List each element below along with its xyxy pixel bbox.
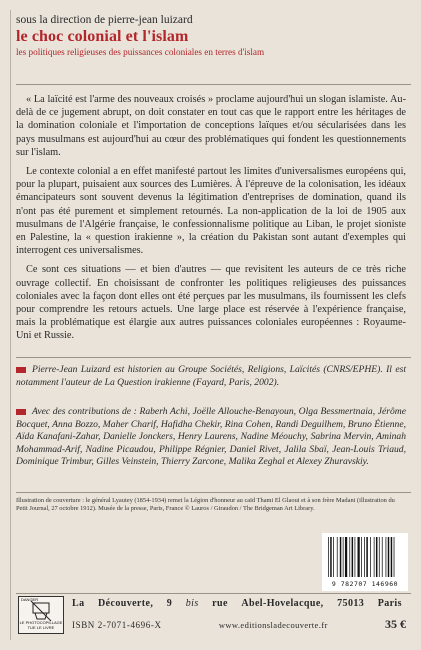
address-word: La [72, 598, 85, 609]
address-word: Abel-Hovelacque, [241, 598, 324, 609]
red-marker-icon [16, 367, 26, 373]
price: 35 € [385, 617, 406, 631]
logo-line-3: TUE LE LIVRE [27, 625, 55, 630]
notes-divider [16, 492, 411, 493]
publisher-address [72, 598, 402, 609]
cover-illustration-credit: Illustration de couverture : le général Lyautey (1854-1934) remet la Légion d'honneur au caïd Thami El Glaoui et à son frère Madani (illustration du Petit Journal, 27 octobre 1912). Musée de la presse, Paris, France © Lauros / Giraudon / The Bridgeman Art Library. [16, 497, 395, 513]
left-margin-rule [10, 10, 11, 640]
author-bio: Pierre-Jean Luizard est historien au Groupe Sociétés, Religions, Laïcités (CNRS/EPHE). Il est notamment l'auteur de La Question irakienne (Fayard, Paris, 2002). [16, 364, 406, 388]
author-note [16, 364, 406, 389]
publisher-footer [72, 617, 406, 632]
body-divider [16, 357, 411, 358]
blurb [16, 93, 406, 349]
footer-divider [16, 593, 411, 594]
book-subtitle: les politiques religieuses des puissances coloniales en terres d'islam [16, 47, 265, 57]
blurb-paragraph-3: Ce sont ces situations — et bien d'autres — que revisitent les auteurs de ce très riche ouvrage collectif. En choisissant de confronter les politiques religieuses des puissances coloniales avec la façon dont elles ont été perçues par les musulmans, ils fournissent les clefs pour comprendre les retours actuels. Une large place est réservée à l'expérience française, mais la problématique est élargie aux autres puissances coloniales européennes : Royaume-Uni et Russie. [16, 264, 406, 342]
blurb-paragraph-1: « La laïcité est l'arme des nouveaux croisés » proclame aujourd'hui un slogan islamiste. Au-delà de ce jugement abrupt, on doit constater en tout cas que le rapport entre les héritages de la domination coloniale et l'importation de conceptions laïques et/ou sécularisées dans les pays musulmans est aujourd'hui au cœur des problématiques qui fondent les questionnements sur l'islam. [16, 94, 406, 158]
photocopillage-logo [18, 596, 64, 634]
publisher-website-link[interactable]: www.editionsladecouverte.fr [218, 620, 328, 630]
editor-line: sous la direction de pierre-jean luizard [16, 14, 193, 26]
address-word: Paris [377, 598, 402, 609]
address-word: bis [185, 598, 199, 609]
address-word: 9 [166, 598, 173, 609]
barcode [322, 533, 408, 591]
address-word: rue [212, 598, 228, 609]
contributors-note [16, 406, 406, 469]
blurb-paragraph-2: Le contexte colonial a en effet manifesté partout les limites d'universalismes européens qui, pour la plupart, puisaient aux sources des Lumières. À l'épreuve de la colonisation, les idéaux émancipateurs sont souvent devenus la légitimation d'entreprises de domination, quand ils n'ont pas été purement et simplement retournés. La non-application de la loi de 1905 aux musulmans de l'Algérie française, le confessionnalisme politique au Liban, le projet sioniste en Palestine, la « question irakienne », la création du Pakistan sont autant d'exemples qui interrogent ces universalismes. [16, 166, 406, 257]
cover-header [16, 14, 411, 57]
red-marker-icon [16, 409, 26, 415]
address-word: Découverte, [98, 598, 154, 609]
barcode-number: 9 782707 146960 [331, 580, 399, 588]
logo-line-1: DANGER [21, 597, 39, 602]
barcode-icon [327, 537, 403, 577]
logo-line-2: LE PHOTOCOPILLAGE [19, 620, 63, 625]
header-divider [16, 84, 411, 85]
address-word: 75013 [337, 598, 365, 609]
book-title: le choc colonial et l'islam [16, 28, 189, 45]
contributors-list: Avec des contributions de : Raberh Achi, Joëlle Allouche-Benayoun, Olga Bessmertnaia, Jérôme Bocquet, Anna Bozzo, Maher Charif, Hafidha Chekir, Rina Cohen, Randi Deguilhem, Bruno Étienne, Aïda Kanafani-Zahar, Danielle Jonckers, Henry Laurens, Nadine Méouchy, Sabrina Mervin, Aminah Mohammad-Arif, Nadine Picaudou, Philippe Régnier, Daniel Rivet, Jalila Sbaï, Jean-Louis Triaud, Dominique Trimbur, Gilles Veinstein, Thierry Zarcone, Malika Zeghal et Alexey Zhuravskiy. [16, 406, 406, 467]
isbn: ISBN 2-7071-4696-X [72, 620, 162, 630]
